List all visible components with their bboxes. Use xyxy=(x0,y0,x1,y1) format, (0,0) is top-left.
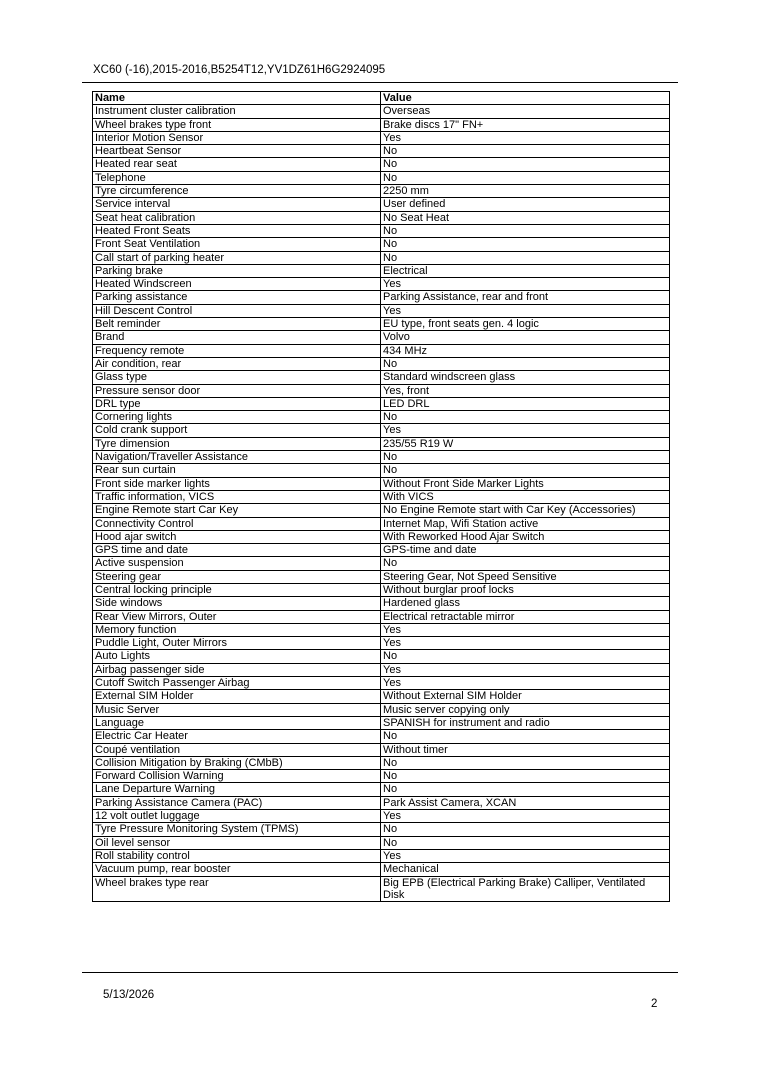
table-row xyxy=(93,783,670,796)
table-row xyxy=(93,570,670,583)
value-cell: Electrical xyxy=(381,264,670,277)
value-cell: Mechanical xyxy=(381,863,670,876)
name-cell: Connectivity Control xyxy=(93,517,381,530)
table-row xyxy=(93,810,670,823)
name-cell: Heated rear seat xyxy=(93,158,381,171)
value-cell: Yes xyxy=(381,131,670,144)
name-cell: Central locking principle xyxy=(93,583,381,596)
name-cell: Cutoff Switch Passenger Airbag xyxy=(93,677,381,690)
name-cell: Active suspension xyxy=(93,557,381,570)
value-cell: Music server copying only xyxy=(381,703,670,716)
name-cell: Memory function xyxy=(93,623,381,636)
value-cell: Park Assist Camera, XCAN xyxy=(381,796,670,809)
value-cell: No xyxy=(381,251,670,264)
value-cell: Without burglar proof locks xyxy=(381,583,670,596)
name-cell: Side windows xyxy=(93,597,381,610)
value-cell: No xyxy=(381,171,670,184)
table-row xyxy=(93,504,670,517)
value-cell: Without External SIM Holder xyxy=(381,690,670,703)
table-row xyxy=(93,863,670,876)
value-cell: No xyxy=(381,770,670,783)
table-row xyxy=(93,849,670,862)
page-number: 2 xyxy=(651,998,658,1010)
value-cell: No xyxy=(381,224,670,237)
value-cell: No xyxy=(381,411,670,424)
value-cell: No xyxy=(381,145,670,158)
document-header: XC60 (-16),2015-2016,B5254T12,YV1DZ61H6G2924095 xyxy=(93,64,386,76)
name-cell: Auto Lights xyxy=(93,650,381,663)
value-cell: Yes xyxy=(381,677,670,690)
name-cell: Air condition, rear xyxy=(93,357,381,370)
value-cell: No xyxy=(381,783,670,796)
table-row xyxy=(93,198,670,211)
value-cell: No xyxy=(381,756,670,769)
table-row xyxy=(93,770,670,783)
table-row xyxy=(93,490,670,503)
value-cell: No xyxy=(381,451,670,464)
name-cell: Heated Front Seats xyxy=(93,224,381,237)
name-cell: DRL type xyxy=(93,397,381,410)
table-row xyxy=(93,703,670,716)
table-row xyxy=(93,264,670,277)
value-cell: No xyxy=(381,357,670,370)
table-row xyxy=(93,677,670,690)
value-cell: Without timer xyxy=(381,743,670,756)
value-cell: No Seat Heat xyxy=(381,211,670,224)
name-cell: Traffic information, VICS xyxy=(93,490,381,503)
value-cell: With Reworked Hood Ajar Switch xyxy=(381,530,670,543)
value-cell: No xyxy=(381,464,670,477)
name-cell: Telephone xyxy=(93,171,381,184)
table-row xyxy=(93,716,670,729)
name-cell: Front side marker lights xyxy=(93,477,381,490)
table-row xyxy=(93,105,670,118)
value-cell: Yes xyxy=(381,304,670,317)
value-cell: Electrical retractable mirror xyxy=(381,610,670,623)
value-cell: No xyxy=(381,557,670,570)
name-cell: Parking Assistance Camera (PAC) xyxy=(93,796,381,809)
name-cell: Forward Collision Warning xyxy=(93,770,381,783)
table-row xyxy=(93,464,670,477)
name-cell: Hill Descent Control xyxy=(93,304,381,317)
value-cell: Standard windscreen glass xyxy=(381,371,670,384)
value-cell: Yes, front xyxy=(381,384,670,397)
name-cell: Oil level sensor xyxy=(93,836,381,849)
value-cell: 235/55 R19 W xyxy=(381,437,670,450)
table-row xyxy=(93,424,670,437)
name-cell: 12 volt outlet luggage xyxy=(93,810,381,823)
name-cell: Tyre dimension xyxy=(93,437,381,450)
table-row xyxy=(93,224,670,237)
table-row xyxy=(93,118,670,131)
name-cell: Parking brake xyxy=(93,264,381,277)
footer-date: 5/13/2026 xyxy=(103,989,155,1001)
name-cell: Front Seat Ventilation xyxy=(93,238,381,251)
name-cell: External SIM Holder xyxy=(93,690,381,703)
table-row xyxy=(93,171,670,184)
value-cell: 2250 mm xyxy=(381,185,670,198)
table-row xyxy=(93,530,670,543)
column-header-name: Name xyxy=(93,92,381,105)
name-cell: Glass type xyxy=(93,371,381,384)
value-cell: With VICS xyxy=(381,490,670,503)
name-cell: Coupé ventilation xyxy=(93,743,381,756)
name-cell: Brand xyxy=(93,331,381,344)
value-cell: EU type, front seats gen. 4 logic xyxy=(381,318,670,331)
value-cell: Internet Map, Wifi Station active xyxy=(381,517,670,530)
name-cell: Rear sun curtain xyxy=(93,464,381,477)
table-row xyxy=(93,823,670,836)
table-row xyxy=(93,517,670,530)
table-row xyxy=(93,238,670,251)
value-cell: Yes xyxy=(381,663,670,676)
table-row xyxy=(93,331,670,344)
name-cell: Music Server xyxy=(93,703,381,716)
value-cell: Yes xyxy=(381,623,670,636)
table-row xyxy=(93,397,670,410)
table-row xyxy=(93,796,670,809)
table-row xyxy=(93,836,670,849)
column-header-value: Value xyxy=(381,92,670,105)
table-row xyxy=(93,371,670,384)
value-cell: LED DRL xyxy=(381,397,670,410)
name-cell: Cornering lights xyxy=(93,411,381,424)
table-row xyxy=(93,756,670,769)
name-cell: Navigation/Traveller Assistance xyxy=(93,451,381,464)
value-cell: Without Front Side Marker Lights xyxy=(381,477,670,490)
name-cell: Collision Mitigation by Braking (CMbB) xyxy=(93,756,381,769)
name-cell: Instrument cluster calibration xyxy=(93,105,381,118)
value-cell: No xyxy=(381,730,670,743)
name-cell: Hood ajar switch xyxy=(93,530,381,543)
table-row xyxy=(93,690,670,703)
table-row xyxy=(93,131,670,144)
name-cell: Belt reminder xyxy=(93,318,381,331)
name-cell: Call start of parking heater xyxy=(93,251,381,264)
name-cell: Tyre Pressure Monitoring System (TPMS) xyxy=(93,823,381,836)
value-cell: Yes xyxy=(381,424,670,437)
value-cell: No xyxy=(381,836,670,849)
name-cell: Heartbeat Sensor xyxy=(93,145,381,158)
table-row xyxy=(93,318,670,331)
table-row xyxy=(93,437,670,450)
table-row xyxy=(93,743,670,756)
value-cell: Yes xyxy=(381,849,670,862)
table-row xyxy=(93,544,670,557)
name-cell: Lane Departure Warning xyxy=(93,783,381,796)
name-cell: Pressure sensor door xyxy=(93,384,381,397)
table-row xyxy=(93,730,670,743)
value-cell: Steering Gear, Not Speed Sensitive xyxy=(381,570,670,583)
value-cell: No Engine Remote start with Car Key (Accessories) xyxy=(381,504,670,517)
name-cell: Roll stability control xyxy=(93,849,381,862)
name-cell: Service interval xyxy=(93,198,381,211)
value-cell: No xyxy=(381,158,670,171)
value-cell: No xyxy=(381,650,670,663)
table-row xyxy=(93,876,670,902)
table-row xyxy=(93,158,670,171)
table-row xyxy=(93,597,670,610)
value-cell: Big EPB (Electrical Parking Brake) Calliper, Ventilated Disk xyxy=(381,876,670,902)
value-cell: No xyxy=(381,823,670,836)
header-divider xyxy=(82,82,678,83)
name-cell: Electric Car Heater xyxy=(93,730,381,743)
name-cell: Wheel brakes type rear xyxy=(93,876,381,902)
table-row xyxy=(93,384,670,397)
table-row xyxy=(93,145,670,158)
name-cell: Parking assistance xyxy=(93,291,381,304)
value-cell: Yes xyxy=(381,278,670,291)
name-cell: Frequency remote xyxy=(93,344,381,357)
name-cell: Language xyxy=(93,716,381,729)
value-cell: Overseas xyxy=(381,105,670,118)
table-row xyxy=(93,451,670,464)
name-cell: Tyre circumference xyxy=(93,185,381,198)
table-header-row xyxy=(93,92,670,105)
table-row xyxy=(93,623,670,636)
footer-divider xyxy=(82,972,678,973)
value-cell: Hardened glass xyxy=(381,597,670,610)
vehicle-spec-table xyxy=(92,91,670,902)
table-row xyxy=(93,411,670,424)
table-row xyxy=(93,291,670,304)
value-cell: 434 MHz xyxy=(381,344,670,357)
name-cell: GPS time and date xyxy=(93,544,381,557)
value-cell: Yes xyxy=(381,810,670,823)
name-cell: Puddle Light, Outer Mirrors xyxy=(93,637,381,650)
name-cell: Seat heat calibration xyxy=(93,211,381,224)
table-row xyxy=(93,610,670,623)
table-row xyxy=(93,557,670,570)
name-cell: Rear View Mirrors, Outer xyxy=(93,610,381,623)
name-cell: Steering gear xyxy=(93,570,381,583)
table-row xyxy=(93,650,670,663)
value-cell: Brake discs 17" FN+ xyxy=(381,118,670,131)
name-cell: Engine Remote start Car Key xyxy=(93,504,381,517)
table-row xyxy=(93,304,670,317)
table-row xyxy=(93,663,670,676)
name-cell: Airbag passenger side xyxy=(93,663,381,676)
table-row xyxy=(93,637,670,650)
value-cell: Parking Assistance, rear and front xyxy=(381,291,670,304)
name-cell: Vacuum pump, rear booster xyxy=(93,863,381,876)
table-row xyxy=(93,477,670,490)
value-cell: User defined xyxy=(381,198,670,211)
value-cell: Yes xyxy=(381,637,670,650)
value-cell: SPANISH for instrument and radio xyxy=(381,716,670,729)
table-row xyxy=(93,278,670,291)
name-cell: Heated Windscreen xyxy=(93,278,381,291)
table-body xyxy=(93,105,670,902)
table-row xyxy=(93,344,670,357)
table-row xyxy=(93,357,670,370)
name-cell: Interior Motion Sensor xyxy=(93,131,381,144)
value-cell: GPS-time and date xyxy=(381,544,670,557)
table-row xyxy=(93,251,670,264)
table-row xyxy=(93,185,670,198)
table-row xyxy=(93,211,670,224)
value-cell: Volvo xyxy=(381,331,670,344)
name-cell: Wheel brakes type front xyxy=(93,118,381,131)
table-row xyxy=(93,583,670,596)
name-cell: Cold crank support xyxy=(93,424,381,437)
value-cell: No xyxy=(381,238,670,251)
